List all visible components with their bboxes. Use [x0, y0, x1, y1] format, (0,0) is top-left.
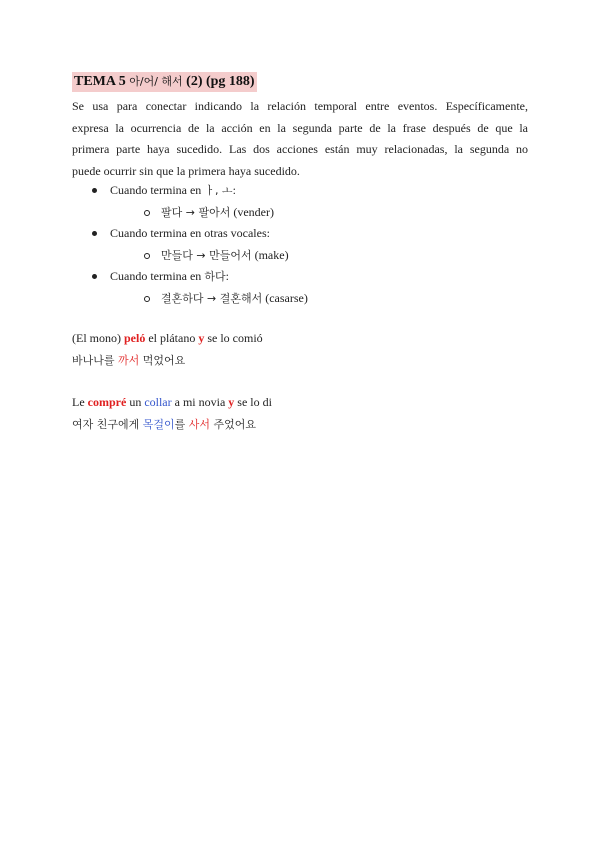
example-2-korean: 여자 친구에게 목걸이를 사서 주었어요 [72, 417, 257, 431]
explanation-line: Se usa para conectar indicando la relación temporal entre eventos. Específicamente, [72, 99, 528, 113]
page-title [72, 72, 257, 92]
title-grammar: 아/어/ 해서 [129, 75, 183, 88]
rules-list [72, 180, 528, 309]
title-topic: TEMA 5 [74, 74, 126, 89]
rule-item: Cuando termina en otras vocales: [72, 223, 528, 245]
rule-example: 팔다 → 팔아서 (vender) [72, 202, 528, 224]
rule-item: Cuando termina en ㅏ, ㅗ: [72, 180, 528, 202]
example-1-spanish: (El mono) peló el plátano y se lo comió [72, 331, 263, 345]
explanation-paragraph [72, 96, 528, 182]
title-page-ref: (2) (pg 188) [186, 74, 255, 89]
explanation-line: puede ocurrir sin que la primera haya sucedido. [72, 163, 300, 178]
explanation-line: primera parte haya sucedido. Las dos acciones están muy relacionadas, la segunda no [72, 142, 528, 156]
explanation-line: expresa la ocurrencia de la acción en la segunda parte de la frase después de que la [72, 120, 528, 135]
rule-item: Cuando termina en 하다: [72, 266, 528, 288]
rule-example: 만들다 → 만들어서 (make) [72, 245, 528, 267]
rule-example: 결혼하다 → 결혼해서 (casarse) [72, 288, 528, 310]
example-2 [72, 392, 272, 435]
example-1 [72, 328, 263, 371]
example-2-spanish: Le compré un collar a mi novia y se lo di [72, 395, 272, 409]
example-1-korean: 바나나를 까서 먹었어요 [72, 353, 186, 367]
